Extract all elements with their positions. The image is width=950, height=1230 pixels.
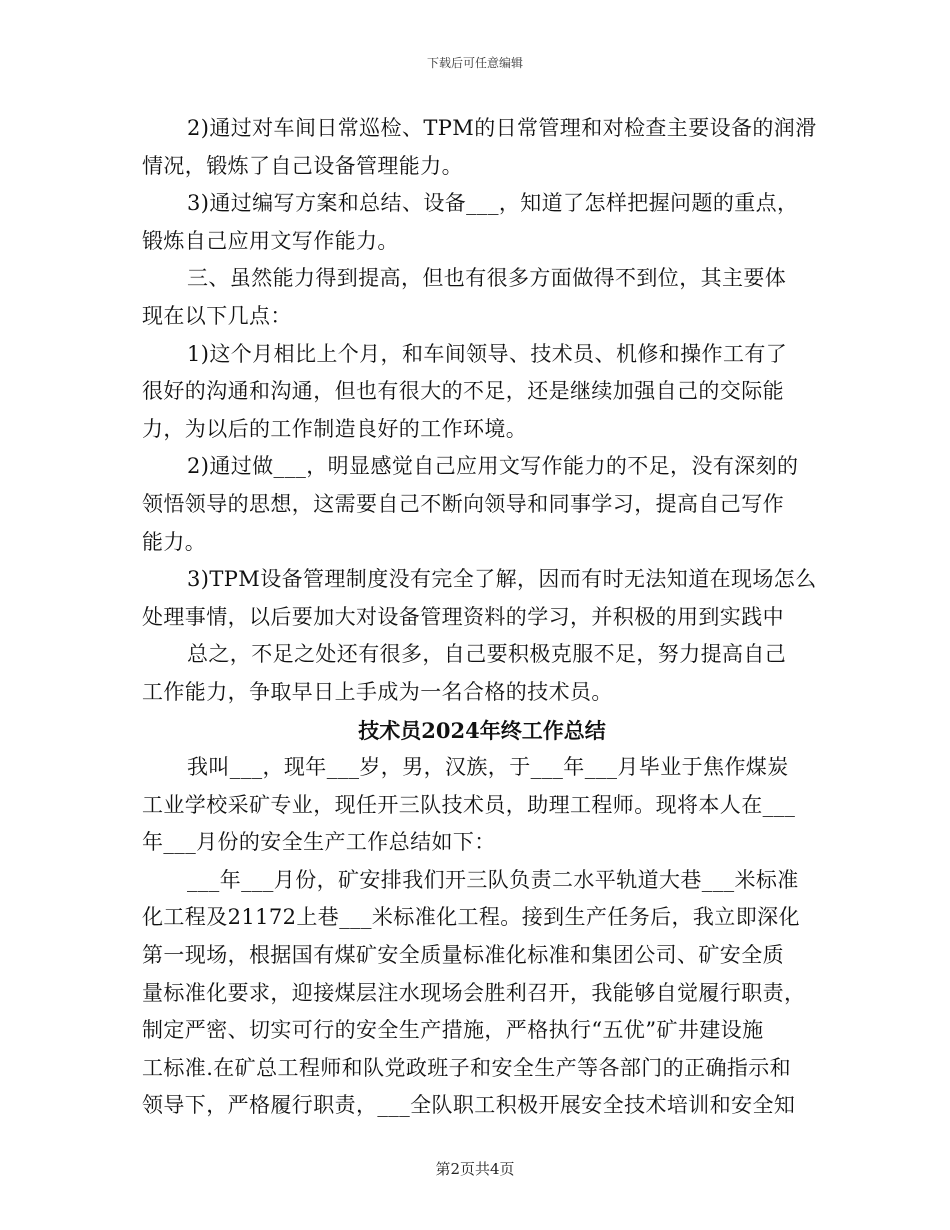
document-body bbox=[142, 110, 822, 1125]
paragraph-line: 第一现场，根据国有煤矿安全质量标准化标准和集团公司、矿安全质 bbox=[142, 943, 784, 968]
paragraph-line: 现在以下几点： bbox=[142, 303, 292, 328]
page-header: 下载后可任意编辑 bbox=[426, 56, 523, 70]
paragraph-line: 化工程及21172上巷___米标准化工程。接到生产任务后，我立即深化 bbox=[142, 905, 800, 930]
paragraph-line: 3)TPM设备管理制度没有完全了解，因而有时无法知道在现场怎么 bbox=[187, 567, 817, 592]
paragraph-line: 力，为以后的工作制造良好的工作环境。 bbox=[142, 416, 528, 441]
paragraph-line: 锻炼自己应用文写作能力。 bbox=[142, 228, 399, 253]
paragraph-line: 情况，锻炼了自己设备管理能力。 bbox=[142, 153, 463, 178]
paragraph-line: 很好的沟通和沟通，但也有很大的不足，还是继续加强自己的交际能 bbox=[142, 379, 784, 404]
paragraph-line: 2)通过做___，明显感觉自己应用文写作能力的不足，没有深刻的 bbox=[187, 454, 799, 479]
paragraph-line: 总之，不足之处还有很多，自己要积极克服不足，努力提高自己 bbox=[187, 642, 787, 667]
paragraph-line: 工作能力，争取早日上手成为一名合格的技术员。 bbox=[142, 679, 613, 704]
paragraph-line: 我叫___，现年___岁，男，汉族，于___年___月毕业于焦作煤炭 bbox=[187, 755, 789, 780]
paragraph-line: 工标准.在矿总工程师和队党政班子和安全生产等各部门的正确指示和 bbox=[142, 1055, 792, 1080]
paragraph-line: 量标准化要求，迎接煤层注水现场会胜利召开，我能够自觉履行职责， bbox=[142, 980, 806, 1005]
page-number: 第2页共4页 bbox=[435, 1160, 515, 1178]
paragraph-line: 三、虽然能力得到提高，但也有很多方面做得不到位，其主要体 bbox=[187, 266, 787, 291]
paragraph-line: 3)通过编写方案和总结、设备___，知道了怎样把握问题的重点， bbox=[187, 191, 799, 216]
paragraph-line: 领悟领导的思想，这需要自己不断向领导和同事学习，提高自己写作 bbox=[142, 491, 784, 516]
paragraph-line: 1)这个月相比上个月，和车间领导、技术员、机修和操作工有了 bbox=[187, 341, 788, 366]
paragraph-line: 处理事情，以后要加大对设备管理资料的学习，并积极的用到实践中 bbox=[142, 604, 784, 629]
paragraph-line: 能力。 bbox=[142, 529, 207, 554]
paragraph-line: 领导下，严格履行职责，___全队职工积极开展安全技术培训和安全知 bbox=[142, 1093, 796, 1118]
paragraph-line: 2)通过对车间日常巡检、TPM的日常管理和对检查主要设备的润滑 bbox=[187, 116, 817, 140]
paragraph-line: 工业学校采矿专业，现任开三队技术员，助理工程师。现将本人在___ bbox=[142, 792, 796, 817]
paragraph-line: 年___月份的安全生产工作总结如下： bbox=[142, 830, 496, 855]
section-title: 技术员2024年终工作总结 bbox=[358, 717, 606, 743]
paragraph-line: ___年___月份，矿安排我们开三队负责二水平轨道大巷___米标准 bbox=[187, 867, 799, 892]
paragraph-line: 制定严密、切实可行的安全生产措施，严格执行“五优”矿井建设施 bbox=[142, 1018, 764, 1043]
